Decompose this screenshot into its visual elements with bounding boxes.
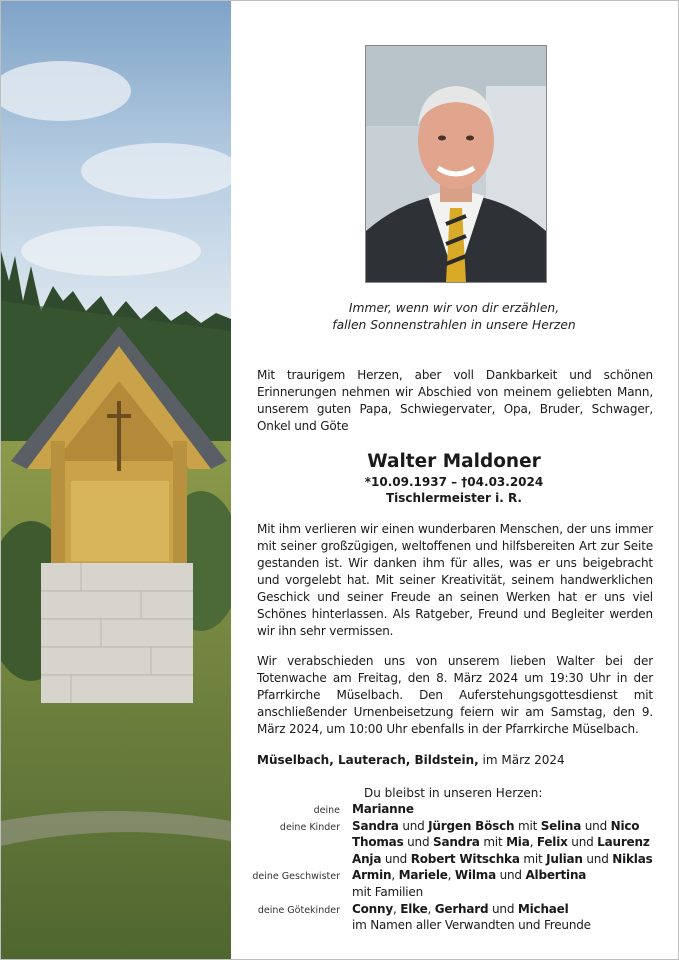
mourner-name: Marianne bbox=[352, 802, 414, 816]
quote-line-1: Immer, wenn wir von dir erzählen, bbox=[348, 301, 560, 315]
mourner-name: Laurenz bbox=[597, 835, 650, 850]
mourner-names bbox=[352, 867, 586, 883]
connector-text: mit Familien bbox=[352, 884, 423, 899]
connector-text: mit bbox=[479, 835, 507, 850]
connector-text: und bbox=[403, 835, 433, 850]
mourner-names bbox=[352, 834, 650, 850]
deceased-info bbox=[255, 450, 653, 506]
mourner-row bbox=[200, 801, 670, 818]
connector-text: und bbox=[488, 901, 518, 916]
mourner-name: Wilma bbox=[454, 868, 496, 883]
mourner-name: Jürgen Bösch bbox=[428, 818, 515, 833]
memorial-quote bbox=[255, 300, 653, 334]
connector-text: mit bbox=[519, 851, 547, 866]
connector-text: im Namen aller Verwandten und Freunde bbox=[352, 918, 591, 933]
tribute-paragraph: Mit ihm verlieren wir einen wunderbaren Menschen, der uns immer mit seiner großzügigen, weltoffenen und hilfsbereiten Art zur Seite gestanden ist. Wir danken ihm für alles, was er uns beigebracht und vorgelebt hat. Mit seiner Kreativität, seinem handwerklichen Geschick und seiner Freude an seinen Werken hat er uns viel Schönes hinterlassen. Als Ratgeber, Freund und Begleiter werden wir ihn sehr vermissen. bbox=[257, 522, 653, 638]
relation-label: deine Kinder bbox=[279, 821, 340, 833]
mourner-name: Robert Witschka bbox=[410, 851, 520, 866]
connector-text: , bbox=[529, 835, 537, 850]
mourner-name: Gerhard bbox=[434, 901, 489, 916]
deceased-name: Walter Maldoner bbox=[367, 451, 541, 472]
mourner-name: Felix bbox=[536, 835, 568, 850]
relation-label: deine bbox=[313, 805, 340, 816]
mourner-name: Julian bbox=[546, 851, 583, 866]
mourner-name: Selina bbox=[540, 818, 582, 833]
connector-text: , bbox=[392, 901, 401, 916]
mourner-names bbox=[352, 851, 653, 867]
life-dates: *10.09.1937 – †04.03.2024 bbox=[364, 475, 544, 489]
connector-text: und bbox=[581, 818, 611, 833]
place-date-line bbox=[257, 752, 565, 769]
mourner-name: Michael bbox=[517, 901, 569, 916]
mourner-row bbox=[200, 917, 670, 934]
connector-text: und bbox=[398, 818, 429, 833]
connector-text: und bbox=[567, 835, 598, 850]
mourner-row bbox=[200, 851, 670, 868]
connector-text: , bbox=[391, 868, 399, 883]
mourner-row bbox=[200, 867, 670, 884]
mourner-names bbox=[352, 901, 569, 917]
mourner-name: Armin bbox=[352, 868, 392, 883]
connector-text: mit bbox=[514, 818, 541, 833]
mourner-row bbox=[200, 834, 670, 851]
mourner-name: Sandra bbox=[433, 835, 480, 850]
mourner-name: Conny bbox=[352, 901, 393, 916]
mourner-name: Albertina bbox=[525, 868, 587, 883]
relation-label: deine Götekinder bbox=[257, 904, 340, 916]
mourner-names bbox=[352, 884, 423, 900]
profession: Tischlermeister i. R. bbox=[385, 491, 522, 505]
wayside-shrine-photo bbox=[1, 1, 231, 959]
connector-text: , bbox=[447, 868, 455, 883]
month-date: im März 2024 bbox=[478, 753, 565, 767]
mourner-name: Nico bbox=[610, 818, 640, 833]
connector-text: und bbox=[495, 868, 526, 883]
mourner-name: Thomas bbox=[352, 835, 404, 850]
places: Müselbach, Lauterach, Bildstein, bbox=[257, 753, 479, 767]
connector-text: , bbox=[427, 901, 435, 916]
quote-line-2: fallen Sonnenstrahlen in unsere Herzen bbox=[332, 318, 576, 332]
mourner-row bbox=[200, 901, 670, 918]
intro-paragraph: Mit traurigem Herzen, aber voll Dankbarkeit und schönen Erinnerungen nehmen wir Abschied von meinem geliebten Mann, unserem guten Papa, Schwiegervater, Opa, Bruder, Schwager, Onkel und Göte bbox=[257, 368, 653, 433]
mourner-names bbox=[352, 801, 414, 817]
mourner-row bbox=[200, 818, 670, 835]
mourner-names bbox=[352, 917, 591, 933]
service-paragraph: Wir verabschieden uns von unserem lieben Walter bei der Totenwache am Freitag, den 8. März 2024 um 19:30 Uhr in der Pfarrkirche Müselbach. Den Auferstehungsgottesdienst mit anschließender Urnenbeisetzung feiern wir am Samstag, den 9. März 2024, um 10:00 Uhr ebenfalls in der Pfarrkirche Müselbach. bbox=[257, 654, 653, 736]
mourner-name: Niklas bbox=[612, 851, 653, 866]
mourners-intro: Du bleibst in unseren Herzen: bbox=[364, 786, 543, 800]
mourners-list bbox=[200, 801, 670, 934]
mourner-name: Elke bbox=[400, 901, 428, 916]
mourner-names bbox=[352, 818, 639, 834]
portrait-photo bbox=[365, 45, 547, 283]
relation-label: deine Geschwister bbox=[252, 871, 340, 883]
mourner-row bbox=[200, 884, 670, 901]
mourner-name: Mariele bbox=[398, 868, 448, 883]
connector-text: und bbox=[582, 851, 613, 866]
mourner-name: Anja bbox=[352, 851, 382, 866]
mourner-name: Mia bbox=[506, 835, 530, 850]
mourner-name: Sandra bbox=[352, 818, 399, 833]
connector-text: und bbox=[381, 851, 411, 866]
